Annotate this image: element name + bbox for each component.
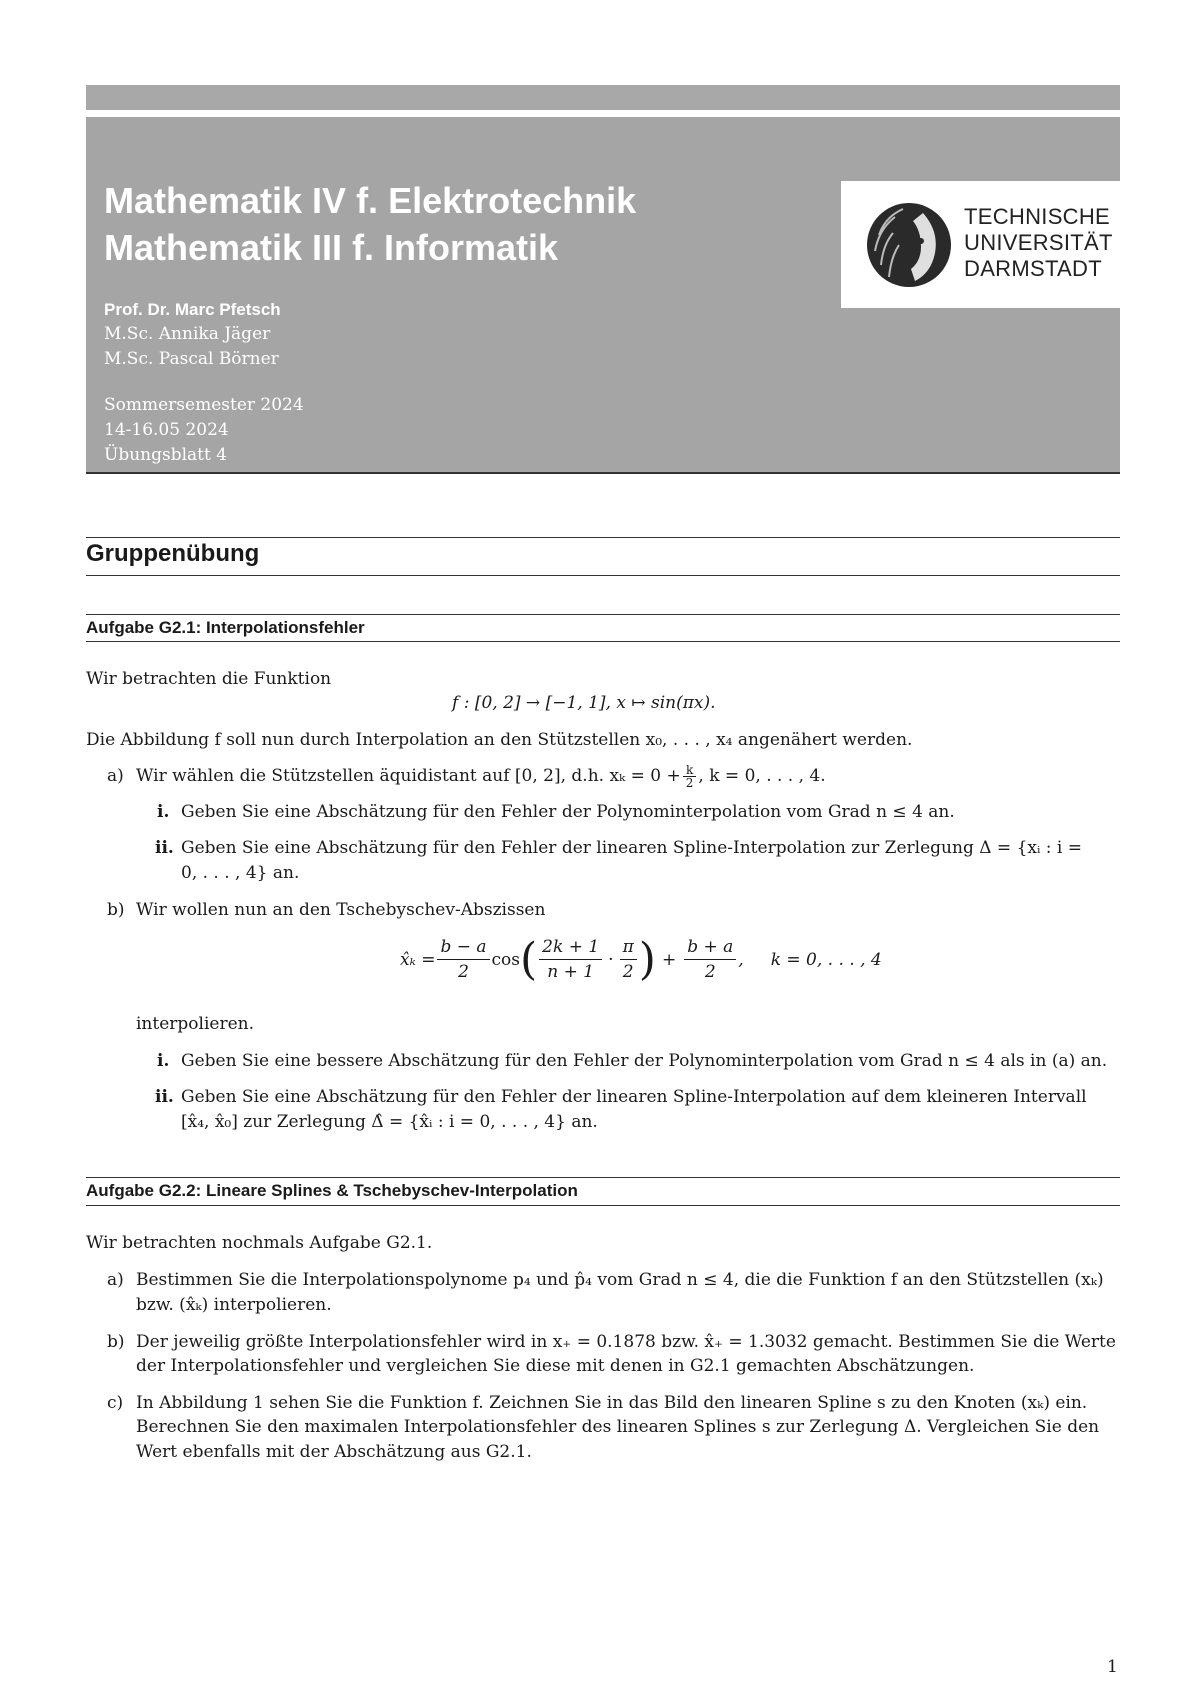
task1-a-frac-den: 2 [685,776,694,790]
sheet-number: Übungsblatt 4 [104,445,228,465]
task1-b-i-label: i. [157,1051,170,1071]
professor-name: Prof. Dr. Marc Pfetsch [104,300,281,319]
formula-frac-3 [620,935,637,984]
formula-frac-1-den: 2 [458,962,469,982]
task1-b-ii-line2: [x̂₄, x̂₀] zur Zerlegung Δ̂ = {x̂ᵢ : i = 0, . . . , 4} an. [181,1112,598,1132]
task1-intro: Wir betrachten die Funktion [86,669,332,689]
task2-c-label: c) [107,1393,124,1413]
formula-frac-3-den: 2 [622,962,634,982]
course-title-line1: Mathematik IV f. Elektrotechnik [104,180,637,221]
formula-tail: , k = 0, . . . , 4 [738,949,882,970]
course-title-line2: Mathematik III f. Informatik [104,227,559,268]
term-info [104,393,304,468]
formula-frac-4-num: b + a [684,935,736,960]
formula-plus: + [661,949,677,970]
task2-b-line2: der Interpolationsfehler und vergleichen Sie diese mit denen in G2.1 gemachten Abschätzungen. [136,1356,975,1376]
formula-lhs: x̂ₖ = [400,949,436,970]
task2-intro: Wir betrachten nochmals Aufgabe G2.1. [86,1233,433,1253]
task1-b-ii-label: ii. [155,1087,174,1107]
formula-right-paren: ) [638,933,656,985]
task1-function-definition: f : [0, 2] → [−1, 1], x ↦ sin(πx). [452,693,716,713]
formula-frac-4 [684,935,736,984]
task2-a-line1: Bestimmen Sie die Interpolationspolynome p₄ und p̂₄ vom Grad n ≤ 4, die die Funktion f an den Stützstellen (xₖ) [136,1270,1104,1290]
logo-text-line2: UNIVERSITÄT [964,230,1113,255]
assistant-name-1: M.Sc. Annika Jäger [104,324,271,344]
task1-a-i-text: Geben Sie eine Abschätzung für den Fehler der Polynominterpolation vom Grad n ≤ 4 an. [181,802,955,822]
task1-a-label: a) [107,766,124,786]
formula-frac-2 [539,935,602,984]
task2-rule-bottom [86,1205,1120,1206]
task1-rule-top [86,614,1120,615]
semester: Sommersemester 2024 [104,395,304,415]
formula-frac-2-den: n + 1 [547,962,595,982]
task1-b-text: Wir wollen nun an den Tschebyschev-Abszissen [136,900,546,920]
formula-cos: cos [491,949,520,970]
formula-left-paren: ( [520,933,538,985]
section-rule-bottom [86,575,1120,576]
section-title: Gruppenübung [86,540,260,567]
header-banner [86,117,1120,474]
task1-a-frac-num: k [683,764,696,777]
task1-title: Aufgabe G2.1: Interpolationsfehler [86,618,365,637]
formula-dot: · [608,949,614,970]
task1-a-fraction [683,764,697,789]
task1-a-text-post: , k = 0, . . . , 4. [698,766,826,786]
task2-c-line2: Berechnen Sie den maximalen Interpolationsfehler des linearen Splines s zur Zerlegung Δ. Vergleichen Sie den [136,1417,1100,1437]
page-number: 1 [1107,1657,1118,1677]
task2-a-line2: bzw. (x̂ₖ) interpolieren. [136,1295,332,1315]
logo-text-line3: DARMSTADT [964,256,1102,281]
chebyshev-formula [400,935,882,984]
task1-a-ii-label: ii. [155,838,174,858]
formula-frac-1-num: b − a [437,935,489,960]
task1-b-label: b) [107,900,125,920]
sheet-date: 14-16.05 2024 [104,420,229,440]
logo-text-line1: TECHNISCHE [964,204,1111,229]
task2-c-line3: Wert ebenfalls mit der Abschätzung aus G2.1. [136,1442,532,1462]
formula-frac-2-num: 2k + 1 [539,935,602,960]
task1-a-text [136,764,826,789]
task1-a-ii-line1: Geben Sie eine Abschätzung für den Fehler der linearen Spline-Interpolation zur Zerlegung Δ = {xᵢ : i = [181,838,1083,858]
task1-approximation-text: Die Abbildung f soll nun durch Interpolation an den Stützstellen x₀, . . . , x₄ angenähert werden. [86,730,913,750]
formula-frac-4-den: 2 [704,962,716,982]
task2-b-label: b) [107,1332,125,1352]
assistant-name-2: M.Sc. Pascal Börner [104,349,279,369]
task1-a-ii-line2: 0, . . . , 4} an. [181,863,300,883]
staff-list [104,297,281,372]
university-logo [841,181,1120,308]
formula-frac-3-num: π [620,935,637,960]
section-rule-top [86,537,1120,538]
tu-darmstadt-athena-logo-icon [865,195,953,295]
header-top-bar [86,85,1120,110]
formula-frac-1 [437,935,489,984]
logo-text [964,204,1113,282]
task1-b-i-text: Geben Sie eine bessere Abschätzung für den Fehler der Polynominterpolation vom Grad n ≤ 4 als in (a) an. [181,1051,1108,1071]
course-title [104,177,636,271]
task1-a-text-pre: Wir wählen die Stützstellen äquidistant auf [0, 2], d.h. xₖ = 0 + [136,766,681,786]
task2-c-line1: In Abbildung 1 sehen Sie die Funktion f. Zeichnen Sie in das Bild den linearen Spline s zu den Knoten (xₖ) ein. [136,1393,1088,1413]
task2-rule-top [86,1177,1120,1178]
task1-rule-bottom [86,641,1120,642]
task2-b-line1: Der jeweilig größte Interpolationsfehler wird in x₊ = 0.1878 bzw. x̂₊ = 1.3032 gemacht. Bestimmen Sie die Werte [136,1332,1116,1352]
task1-b-after: interpolieren. [136,1014,254,1034]
task2-a-label: a) [107,1270,124,1290]
task1-b-ii-line1: Geben Sie eine Abschätzung für den Fehler der linearen Spline-Interpolation auf dem kleineren Intervall [181,1087,1087,1107]
task1-a-i-label: i. [157,802,170,822]
task2-title: Aufgabe G2.2: Lineare Splines & Tschebyschev-Interpolation [86,1181,578,1200]
